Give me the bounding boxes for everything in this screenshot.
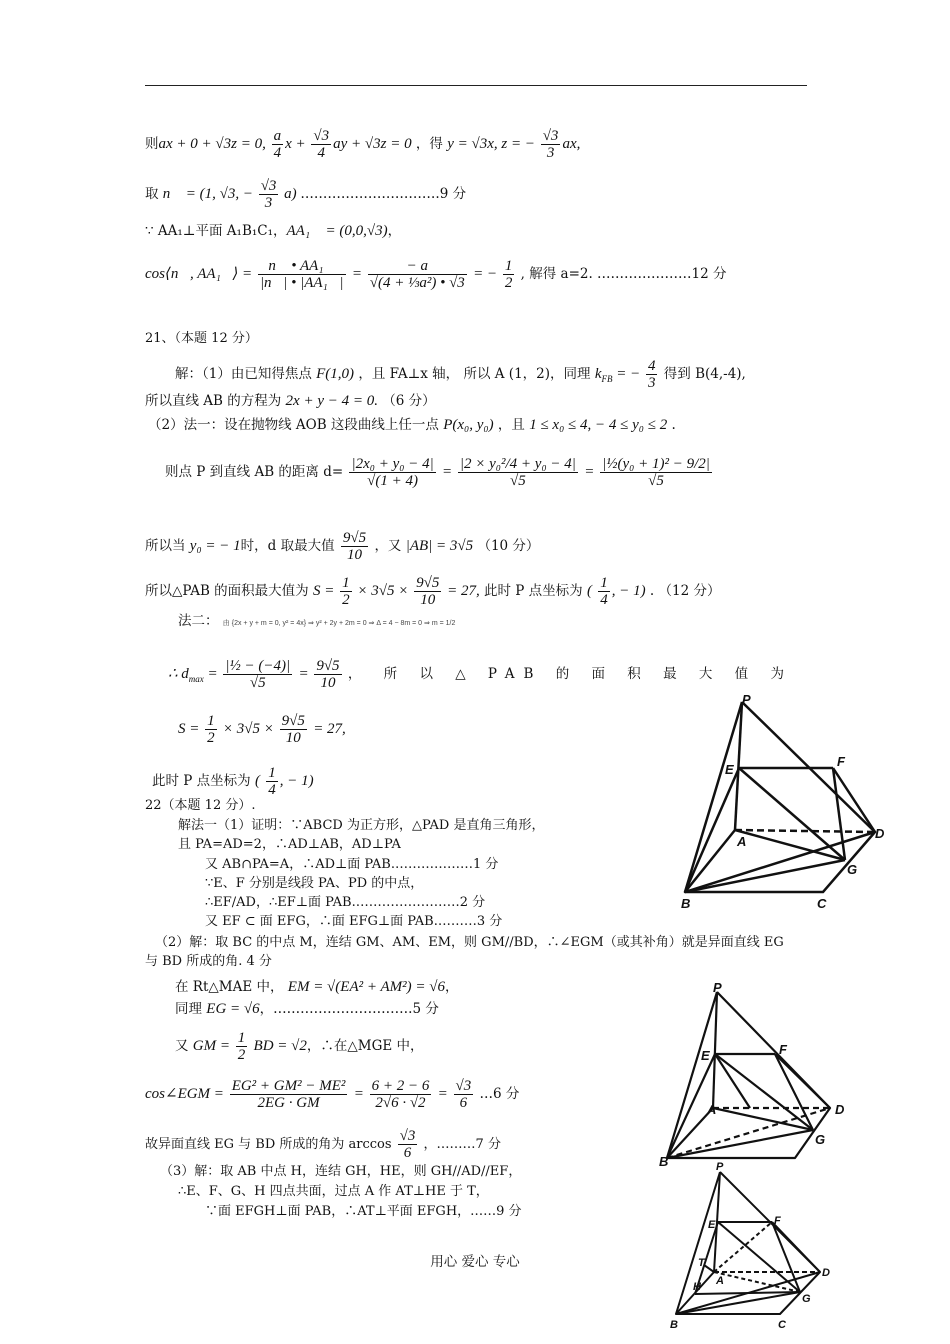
solution-line-23: （2）解：取 BC 的中点 M，连结 GM、AM、EM，则 GM//BD，∴∠EGM（或其补角）就是异面直线 EG (155, 935, 784, 950)
fig2-label-g: G (815, 1132, 826, 1147)
fig2-label-f: F (779, 1042, 787, 1057)
fig3-label-h: H (693, 1281, 701, 1293)
problem-22-heading: 22（本题 12 分）. (145, 798, 256, 813)
solution-line-20: ∵E、F 分别是线段 PA、PD 的中点， (205, 876, 424, 891)
fig3-label-p: P (716, 1162, 724, 1173)
fig1-label-p: P (742, 692, 751, 707)
page-footer: 用心 爱心 专心 (430, 1254, 520, 1270)
pyramid-figure-1 (675, 690, 895, 915)
fig3-label-d: D (822, 1267, 830, 1279)
solution-line-6: 解：（1）由已知得焦点 F(1,0) ，且 FA⊥x 轴， 所以 A (1，2)，同理 $k_{FB}$ = − $\frac{4}{3}$ 得到 B(4,-4), (175, 358, 746, 391)
fig2-label-d: D (835, 1102, 845, 1117)
solution-line-31: ∴E、F、G、H 四点共面，过点 A 作 AT⊥HE 于 T， (178, 1184, 489, 1199)
solution-line-21: ∴EF/AD，∴EF⊥面 PAB.……………………2 分 (205, 895, 486, 910)
solution-line-24: 与 BD 所成的角. 4 分 (145, 954, 272, 969)
fig1-label-e: E (725, 762, 734, 777)
fig1-label-c: C (817, 896, 827, 911)
fig1-label-g: G (847, 862, 858, 877)
fig2-label-a: A (707, 1102, 717, 1117)
solution-line-3: ∵ AA₁⊥平面 A₁B₁C₁，AA₁⃗ = (0,0,√3)， (145, 223, 402, 239)
fig1-label-a: A (737, 834, 747, 849)
solution-line-27: 又 GM = $\frac{1}{2}$ BD = √2，∴在△MGE 中， (175, 1030, 424, 1063)
solution-line-18: 且 PA=AD=2，∴AD⊥AB，AD⊥PA (178, 837, 401, 852)
solution-line-7: 所以直线 AB 的方程为 2x + y − 4 = 0. （6 分） (145, 393, 436, 409)
solution-line-8: （2）法一：设在抛物线 AOB 这段曲线上任一点 P(x₀, y₀) ，且 1 ≤ x₀ ≤ 4, − 4 ≤ y₀ ≤ 2 . (148, 417, 676, 433)
fig2-label-b: B (659, 1154, 669, 1169)
solution-line-19: 又 AB∩PA=A，∴AD⊥面 PAB.………………1 分 (205, 857, 499, 872)
solution-line-15: 此时 P 点坐标为 ( $\frac{1}{4}$ , − 1) (152, 765, 314, 798)
solution-line-1: 则ax + 0 + √3z = 0, $\frac{a}{4}$ x + $\frac{√3}{4}$ ay + √3z = 0 ，得 y = √3x, z = − $\frac{√3}{3}$ ax, (145, 128, 581, 161)
solution-line-11: 所以△PAB 的面积最大值为 S = $\frac{1}{2}$ × 3√5 × $\frac{9√5}{10}$ = 27, 此时 P 点坐标为 ( $\frac{1}{4}$ , − 1) . （12 分） (145, 575, 721, 608)
solution-line-17: 解法一（1）证明：∵ABCD 为正方形，△PAD 是直角三角形， (178, 818, 545, 833)
fig2-label-p: P (713, 980, 722, 995)
problem-21-heading: 21、（本题 12 分） (145, 331, 258, 346)
fig1-label-b: B (681, 896, 691, 911)
solution-line-10: 所以当 y₀ = − 1时，d 取最大值 $\frac{9√5}{10}$ ，又 |AB| = 3√5 （10 分） (145, 530, 540, 563)
fig3-label-f: F (774, 1215, 781, 1227)
solution-line-14: S = $\frac{1}{2}$ × 3√5 × $\frac{9√5}{10}$ = 27, (178, 713, 346, 746)
solution-line-28: cos∠EGM = $\frac{\text{EG² + GM² − ME²}}{2EG \cdot GM}$ = $\frac{6 + 2 - 6}{2√6 \cdot √2}$ = $\frac{√3}{6}$ …6 分 (145, 1078, 520, 1111)
solution-line-22: 又 EF ⊂ 面 EFG，∴面 EFG⊥面 PAB.………3 分 (205, 914, 503, 929)
solution-line-2: 取 n⃗ = (1, √3, − $\frac{√3}{3}$ a) ………………………….9 分 (145, 178, 467, 211)
solution-line-30: （3）解：取 AB 中点 H，连结 GH，HE，则 GH//AD//EF， (160, 1164, 522, 1179)
fig2-label-e: E (701, 1048, 710, 1063)
fig1-label-d: D (875, 826, 885, 841)
fig3-label-g: G (802, 1293, 811, 1305)
method-two-line: 法二： 由 {2x + y + m = 0, y² = 4x} ⇒ y² + 2y + 2m = 0 ⇒ Δ = 4 − 8m = 0 ⇒ m = 1/2 (178, 613, 456, 629)
fig3-label-a: A (716, 1275, 724, 1287)
fig3-label-c: C (778, 1319, 786, 1331)
solution-line-4: cos⟨n⃗, AA₁⃗⟩ = $\frac{\text{n⃗ • AA₁⃗}}{\text{|n⃗| • |AA₁⃗|}}$ = $\frac{- a}{\text{√(4 + ⅓a²) • √3}}$ = − $\frac{1}{2}$ , 解得 a=2. …………………12 分 (145, 258, 727, 291)
solution-line-26: 同理 EG = √6，………………………….5 分 (175, 1001, 439, 1017)
solution-line-29: 故异面直线 EG 与 BD 所成的角为 arccos $\frac{√3}{6}$ ，………7 分 (145, 1128, 501, 1161)
header-rule (145, 85, 807, 86)
pyramid-figure-3 (668, 1162, 848, 1334)
pyramid-figure-2 (655, 980, 855, 1170)
solution-line-13: ∴ $d_{max}$ = $\frac{\text{|½ − (−4)|}}{√5}$ = $\frac{9√5}{10}$ ， 所 以 △ PAB 的 面 积 最 大 值 为 (168, 658, 793, 691)
fig3-label-t: T (698, 1257, 705, 1269)
fig1-label-f: F (837, 754, 845, 769)
solution-line-32: ∵面 EFGH⊥面 PAB，∴AT⊥平面 EFGH，……9 分 (205, 1204, 522, 1219)
solution-line-25: 在 Rt△MAE 中， EM = √(EA² + AM²) = √6， (175, 979, 459, 995)
method-two-note: 由 {2x + y + m = 0, y² = 4x} ⇒ y² + 2y + 2m = 0 ⇒ Δ = 4 − 8m = 0 ⇒ m = 1/2 (222, 620, 456, 627)
fig3-label-b: B (670, 1319, 678, 1331)
solution-line-9: 则点 P 到直线 AB 的距离 d= $\frac{\text{|2x₀ + y₀ − 4|}}{√(1 + 4)}$ = $\frac{\text{|2 × y₀²/4 + y₀ − 4|}}{√5}$ = $\frac{\text{|½(y₀ + 1)² − 9/2|}}{√5}$ (165, 456, 710, 489)
fig3-label-e: E (708, 1219, 716, 1231)
